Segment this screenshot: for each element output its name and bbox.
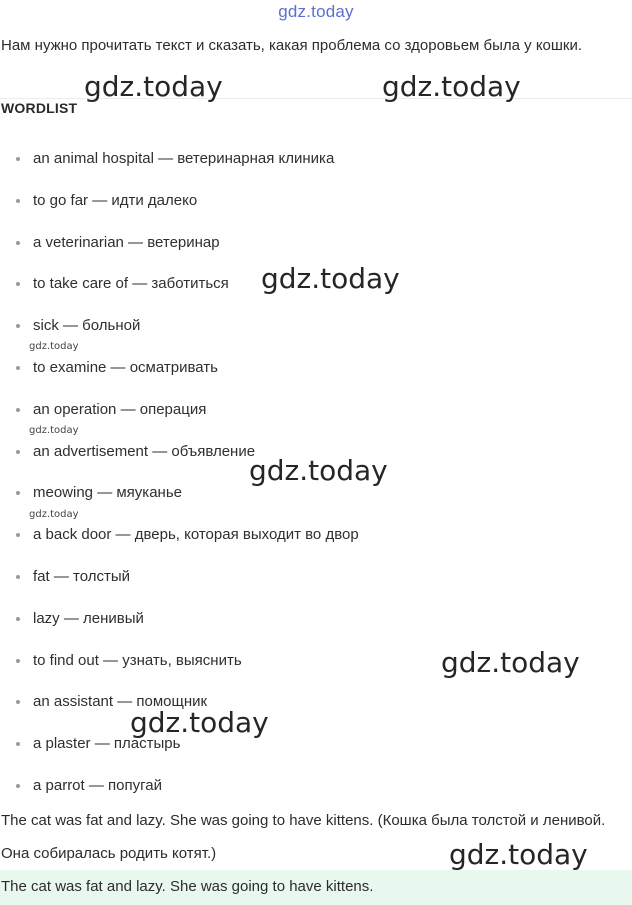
list-item xyxy=(0,186,359,228)
bullet-icon xyxy=(16,366,20,370)
bullet-icon xyxy=(16,742,20,746)
watermark: gdz.today xyxy=(261,262,400,295)
list-item xyxy=(0,646,359,688)
answer-paragraph: The cat was fat and lazy. She was going to have kittens. (Кошка была толстой и ленивой. Она собиралась родить котят.) xyxy=(1,812,606,862)
bullet-icon xyxy=(16,617,20,621)
wordlist-item-text: an assistant — помощник xyxy=(33,693,208,711)
watermark: gdz.today xyxy=(441,646,580,679)
wordlist-item-text: to take care of — заботиться xyxy=(33,275,229,293)
watermark: gdz.today xyxy=(29,341,79,352)
wordlist-item-text: to go far — идти далеко xyxy=(33,191,198,209)
bullet-icon xyxy=(16,324,20,328)
bullet-icon xyxy=(16,533,20,537)
list-item xyxy=(0,562,359,604)
watermark: gdz.today xyxy=(382,70,521,103)
bullet-icon xyxy=(16,659,20,663)
bullet-icon xyxy=(16,282,20,286)
bullet-icon xyxy=(16,491,20,495)
wordlist-item-text: fat — толстый xyxy=(33,567,131,585)
watermark: gdz.today xyxy=(84,70,223,103)
highlighted-answer: The cat was fat and lazy. She was going to have kittens. xyxy=(0,870,632,905)
wordlist-item-text: lazy — ленивый xyxy=(33,609,144,627)
bullet-icon xyxy=(16,575,20,579)
wordlist-item-text: a back door — дверь, которая выходит во двор xyxy=(33,526,359,544)
bullet-icon xyxy=(16,700,20,704)
bullet-icon xyxy=(16,408,20,412)
wordlist-heading: WORDLIST xyxy=(1,100,78,116)
watermark: gdz.today xyxy=(449,838,588,871)
wordlist-item-text: an advertisement — объявление xyxy=(33,442,256,460)
list-item xyxy=(0,353,359,395)
wordlist-item-text: a parrot — попугай xyxy=(33,776,162,794)
bullet-icon xyxy=(16,157,20,161)
list-item xyxy=(0,144,359,186)
bullet-icon xyxy=(16,450,20,454)
watermark: gdz.today xyxy=(29,509,79,520)
watermark: gdz.today xyxy=(130,706,269,739)
watermark: gdz.today xyxy=(249,454,388,487)
wordlist-item-text: a plaster — пластырь xyxy=(33,735,181,753)
wordlist-item-text: to find out — узнать, выяснить xyxy=(33,651,242,669)
wordlist-item-text: an animal hospital — ветеринарная клиника xyxy=(33,150,335,167)
task-intro-text: Нам нужно прочитать текст и сказать, какая проблема со здоровьем была у кошки. xyxy=(1,37,583,54)
watermark: gdz.today xyxy=(29,425,79,436)
bullet-icon xyxy=(16,199,20,203)
wordlist-item-text: to examine — осматривать xyxy=(33,358,218,376)
list-item xyxy=(0,520,359,562)
wordlist-item-text: meowing — мяуканье xyxy=(33,484,182,502)
list-item xyxy=(0,604,359,646)
wordlist-item-text: a veterinarian — ветеринар xyxy=(33,233,220,251)
wordlist-item-text: an operation — операция xyxy=(33,400,207,418)
site-brand-link[interactable]: gdz.today xyxy=(278,2,354,21)
wordlist-item-text: sick — больной xyxy=(33,317,141,335)
bullet-icon xyxy=(16,241,20,245)
bullet-icon xyxy=(16,784,20,788)
